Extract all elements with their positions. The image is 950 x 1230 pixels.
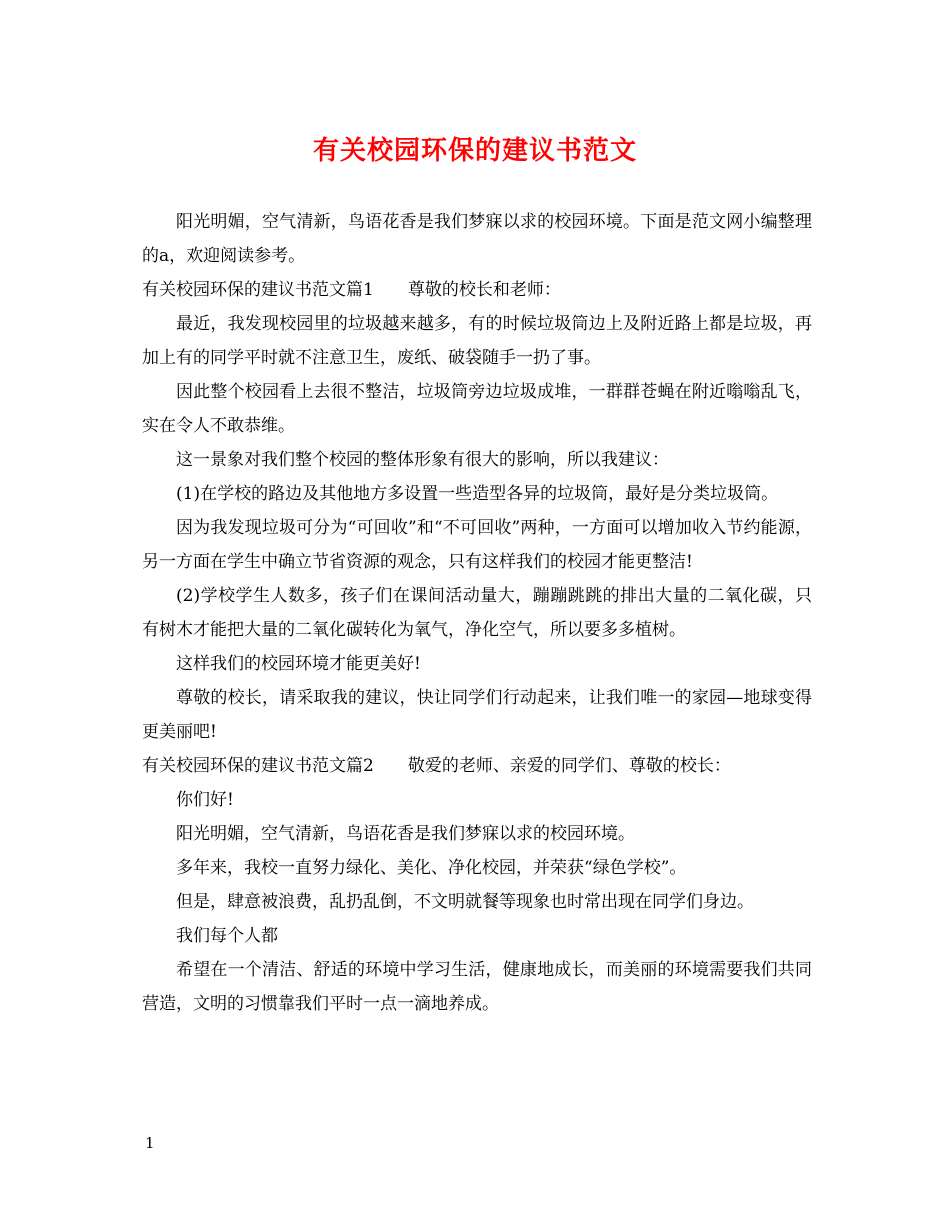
section1-paragraph: (1)在学校的路边及其他地方多设置一些造型各异的垃圾筒，最好是分类垃圾筒。 xyxy=(176,484,779,504)
section1-paragraph: 这样我们的校园环境才能更美好! xyxy=(176,654,421,674)
section2-salutation: 敬爱的老师、亲爱的同学们、尊敬的校长： xyxy=(407,756,731,776)
section1-paragraph: 尊敬的校长，请采取我的建议，快让同学们行动起来，让我们唯一的家园—地球变得更美丽吧! xyxy=(142,688,812,742)
section1-paragraph: 因为我发现垃圾可分为“可回收”和“不可回收”两种，一方面可以增加收入节约能源，另一方面在学生中确立节省资源的观念，只有这样我们的校园才能更整洁! xyxy=(142,518,812,572)
section2-heading: 有关校园环保的建议书范文篇2 xyxy=(142,756,374,776)
document-body xyxy=(142,205,812,1021)
intro-paragraph: 阳光明媚，空气清新，鸟语花香是我们梦寐以求的校园环境。下面是范文网小编整理的a，欢迎阅读参考。 xyxy=(142,212,812,266)
document-title: 有关校园环保的建议书范文 xyxy=(312,136,637,166)
section1-paragraph: 最近，我发现校园里的垃圾越来越多，有的时候垃圾筒边上及附近路上都是垃圾，再加上有的同学平时就不注意卫生，废纸、破袋随手一扔了事。 xyxy=(142,314,812,368)
section2-paragraph: 阳光明媚，空气清新，鸟语花香是我们梦寐以求的校园环境。 xyxy=(176,824,635,844)
page-number: 1 xyxy=(145,1134,155,1152)
section2-paragraph: 多年来，我校一直努力绿化、美化、净化校园，并荣获“绿色学校”。 xyxy=(176,858,687,878)
section1-paragraph: (2)学校学生人数多，孩子们在课间活动量大，蹦蹦跳跳的排出大量的二氧化碳，只有树木才能把大量的二氧化碳转化为氧气，净化空气，所以要多多植树。 xyxy=(142,586,812,640)
section2-heading-line xyxy=(142,749,812,783)
section2-paragraph: 你们好! xyxy=(176,790,234,810)
section1-heading: 有关校园环保的建议书范文篇1 xyxy=(142,280,374,300)
section2-paragraph: 我们每个人都 xyxy=(176,926,278,946)
section2-paragraph: 希望在一个清洁、舒适的环境中学习生活，健康地成长，而美丽的环境需要我们共同营造，文明的习惯靠我们平时一点一滴地养成。 xyxy=(142,960,812,1014)
section1-heading-line xyxy=(142,273,812,307)
section2-paragraph: 但是，肆意被浪费，乱扔乱倒，不文明就餐等现象也时常出现在同学们身边。 xyxy=(176,892,754,912)
section1-paragraph: 因此整个校园看上去很不整洁，垃圾筒旁边垃圾成堆，一群群苍蝇在附近嗡嗡乱飞，实在令人不敢恭维。 xyxy=(142,382,812,436)
section1-salutation: 尊敬的校长和老师： xyxy=(407,280,561,300)
section1-paragraph: 这一景象对我们整个校园的整体形象有很大的影响，所以我建议： xyxy=(176,450,669,470)
